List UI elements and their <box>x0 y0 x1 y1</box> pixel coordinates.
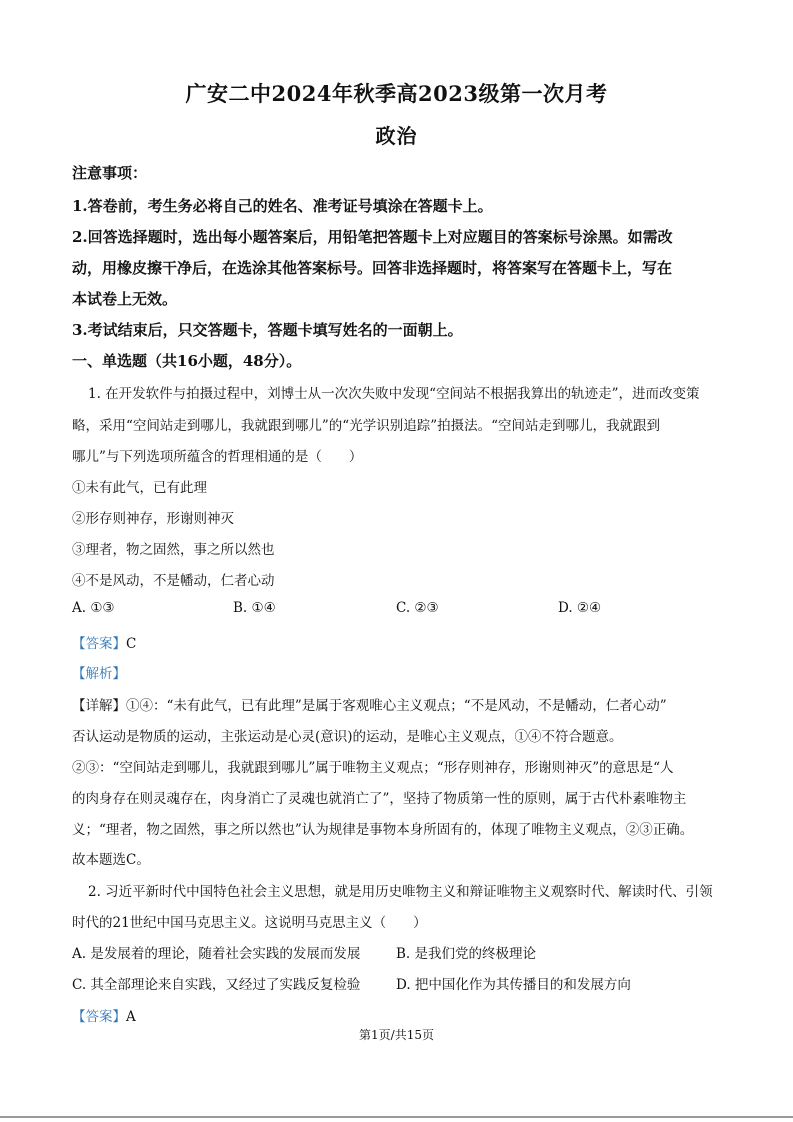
q1-detail-line-5: 义；“理者，物之固然，事之所以然也”认为规律是事物本身所固有的，体现了唯物主义观点，②③正确。 <box>72 822 694 838</box>
q1-statement-1: ①未有此气，已有此理 <box>72 480 207 496</box>
q1-detail-line-6: 故本题选C。 <box>72 852 150 868</box>
q1-statement-4: ④不是风动，不是幡动，仁者心动 <box>72 573 275 589</box>
q2-stem-line-1: 2. 习近平新时代中国特色社会主义思想，就是用历史唯物主义和辩证唯物主义观察时代、解读时代、引领 <box>88 884 713 900</box>
notice-item-1: 1.答卷前，考生务必将自己的姓名、准考证号填涂在答题卡上。 <box>72 197 493 215</box>
q1-option-c: C. ②③ <box>396 600 439 616</box>
q2-option-b: B. 是我们党的终极理论 <box>396 946 537 962</box>
q1-statement-2: ②形存则神存，形谢则神灭 <box>72 511 234 527</box>
exam-title: 广安二中2024年秋季高2023级第一次月考 <box>185 81 608 106</box>
answer-label: 【答案】 <box>72 636 126 652</box>
q1-detail-line-4: 的肉身存在则灵魂存在，肉身消亡了灵魂也就消亡了”，坚持了物质第一性的原则，属于古代朴素唯物主 <box>72 791 687 807</box>
answer-label: 【答案】 <box>72 1009 126 1025</box>
q1-stem-line-3: 哪儿”与下列选项所蕴含的哲理相通的是（ ） <box>72 449 363 465</box>
q1-option-b: B. ①④ <box>233 600 276 616</box>
notice-item-2-line-1: 2.回答选择题时，选出每小题答案后，用铅笔把答题卡上对应题目的答案标号涂黑。如需改 <box>72 228 673 246</box>
q1-option-d: D. ②④ <box>558 600 602 616</box>
detail-label: 【详解】 <box>72 698 126 714</box>
q1-detail-line-1 <box>72 694 667 714</box>
notice-item-3: 3.考试结束后，只交答题卡，答题卡填写姓名的一面朝上。 <box>72 321 463 339</box>
q1-stem-line-1: 1. 在开发软件与拍摄过程中，刘博士从一次次失败中发现“空间站不根据我算出的轨迹走”，进而改变策 <box>88 386 700 402</box>
detail-text: ①④：“未有此气，已有此理”是属于客观唯心主义观点；“不是风动，不是幡动，仁者心动” <box>126 698 667 714</box>
q1-option-a: A. ①③ <box>72 600 115 616</box>
notice-item-2-line-2: 动，用橡皮擦干净后，在选涂其他答案标号。回答非选择题时，将答案写在答题卡上，写在 <box>72 259 673 277</box>
subject-title: 政治 <box>375 124 418 148</box>
q2-option-a: A. 是发展着的理论，随着社会实践的发展而发展 <box>72 946 361 962</box>
notice-heading: 注意事项： <box>72 164 148 182</box>
answer-value: C <box>126 636 137 652</box>
q2-answer <box>72 1005 136 1025</box>
q2-option-d: D. 把中国化作为其传播目的和发展方向 <box>396 977 631 993</box>
analysis-label: 【解析】 <box>72 666 126 682</box>
notice-item-2-line-3: 本试卷上无效。 <box>72 290 178 308</box>
page-number: 第1页/共15页 <box>359 1028 434 1042</box>
q2-option-c: C. 其全部理论来自实践，又经过了实践反复检验 <box>72 977 361 993</box>
answer-value: A <box>126 1009 136 1025</box>
q1-statement-3: ③理者，物之固然，事之所以然也 <box>72 542 275 558</box>
section-heading: 一、单选题（共16小题，48分）。 <box>72 352 302 370</box>
q1-analysis-label <box>72 662 126 682</box>
q1-stem-line-2: 略，采用“空间站走到哪儿，我就跟到哪儿”的“光学识别追踪”拍摄法。“空间站走到哪儿，我就跟到 <box>72 418 661 434</box>
q1-detail-line-2: 否认运动是物质的运动，主张运动是心灵(意识)的运动，是唯心主义观点，①④不符合题意。 <box>72 729 623 745</box>
q1-detail-line-3: ②③：“空间站走到哪儿，我就跟到哪儿”属于唯物主义观点；“形存则神存，形谢则神灭”的意思是“人 <box>72 760 674 776</box>
bottom-divider <box>0 1116 793 1118</box>
q2-stem-line-2: 时代的21世纪中国马克思主义。这说明马克思主义（ ） <box>72 915 427 931</box>
q1-answer <box>72 632 136 652</box>
